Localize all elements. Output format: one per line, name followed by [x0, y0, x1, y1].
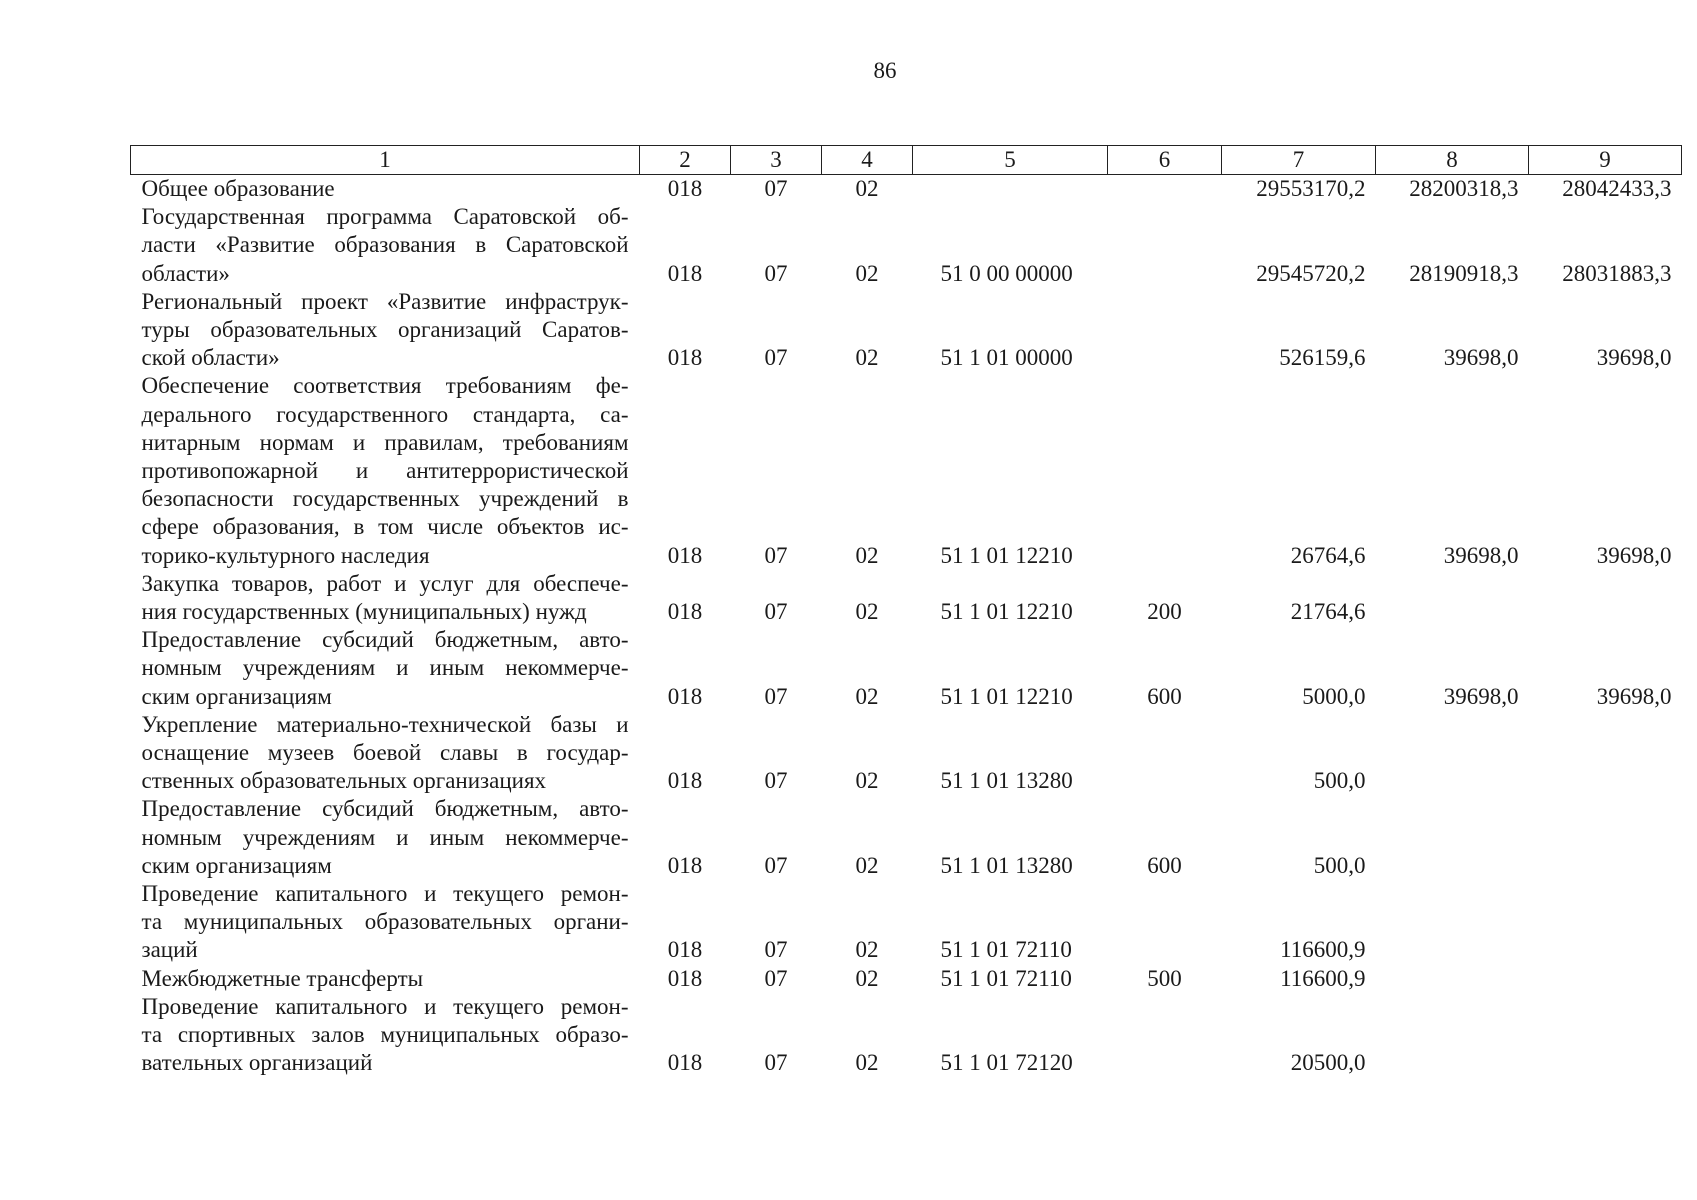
table-row [131, 993, 1682, 1078]
section-cell: 07 [764, 768, 788, 794]
section-cell: 07 [764, 176, 788, 201]
row-name-cell [131, 175, 640, 204]
ved-cell: 018 [667, 599, 703, 625]
subsection-cell: 02 [855, 260, 879, 286]
row-name-line: туры образовательных организаций Саратов- [141, 317, 629, 343]
row-name-line: сфере образования, в том числе объектов ис- [141, 514, 629, 540]
table-row [131, 711, 1682, 796]
subsection-cell: 02 [855, 852, 879, 878]
amount-cell: 28190918,3 [1409, 260, 1519, 286]
table-header-row [131, 146, 1682, 175]
amount-cell: 39698,0 [1443, 345, 1519, 371]
amount-cell: 21764,6 [1290, 599, 1366, 625]
section-cell: 07 [764, 260, 788, 286]
amount-cell: 39698,0 [1443, 542, 1519, 568]
table-row [131, 626, 1682, 711]
amount-cell: 500,0 [1313, 768, 1366, 794]
subsection-cell: 02 [855, 599, 879, 625]
target-article-cell: 51 1 01 12210 [940, 599, 1073, 625]
amount-cell [1529, 993, 1682, 1078]
row-name-line: противопожарной и антитеррористической [141, 458, 629, 484]
row-name-line: области» [141, 260, 230, 286]
amount-cell [1376, 880, 1529, 965]
row-name-line: Региональный проект «Развитие инфраструк- [141, 288, 629, 314]
amount-cell: 39698,0 [1443, 683, 1519, 709]
amount-cell: 526159,6 [1279, 345, 1366, 371]
amount-cell [1529, 965, 1682, 993]
row-name-line: Предоставление субсидий бюджетным, авто- [141, 627, 629, 653]
expense-type-cell: 500 [1147, 965, 1182, 991]
column-header: 7 [1222, 146, 1376, 175]
ved-cell: 018 [667, 937, 703, 963]
row-name-line: безопасности государственных учреждений в [141, 486, 629, 512]
target-article-cell: 51 1 01 72120 [940, 1050, 1073, 1076]
row-name-line: Общее образование [141, 176, 335, 201]
amount-cell: 39698,0 [1596, 345, 1672, 371]
subsection-cell: 02 [855, 683, 879, 709]
amount-cell [1376, 570, 1529, 626]
ved-cell: 018 [667, 260, 703, 286]
target-article-cell: 51 1 01 12210 [940, 683, 1073, 709]
column-header: 1 [131, 146, 640, 175]
row-name-line: Обеспечение соответствия требованиям фе- [141, 373, 629, 399]
expense-type-cell: 600 [1147, 852, 1182, 878]
amount-cell [1529, 711, 1682, 796]
amount-cell [1529, 570, 1682, 626]
row-name-cell [131, 626, 640, 711]
target-article-cell: 51 1 01 12210 [940, 542, 1073, 568]
row-name-line: номным учреждениям и иным некоммерче- [141, 655, 629, 681]
expense-type-cell [1108, 288, 1222, 373]
row-name-line: ласти «Развитие образования в Саратовской [141, 232, 629, 258]
section-cell: 07 [764, 1050, 788, 1076]
amount-cell: 29553170,2 [1256, 176, 1366, 201]
row-name-cell [131, 880, 640, 965]
target-article-cell [913, 175, 1108, 204]
ved-cell: 018 [667, 176, 703, 201]
ved-cell: 018 [667, 542, 703, 568]
amount-cell: 500,0 [1313, 852, 1366, 878]
table-row [131, 880, 1682, 965]
section-cell: 07 [764, 542, 788, 568]
row-name-line: Закупка товаров, работ и услуг для обеспече- [141, 570, 629, 596]
column-header: 2 [640, 146, 731, 175]
amount-cell: 28042433,3 [1562, 176, 1672, 201]
ved-cell: 018 [667, 852, 703, 878]
row-name-cell [131, 795, 640, 880]
row-name-line: Предоставление субсидий бюджетным, авто- [141, 796, 629, 822]
row-name-cell [131, 288, 640, 373]
row-name-line: номным учреждениям и иным некоммерче- [141, 824, 629, 850]
column-header: 9 [1529, 146, 1682, 175]
expense-type-cell: 200 [1147, 599, 1182, 625]
row-name-line: Проведение капитального и текущего ремон- [141, 993, 629, 1019]
target-article-cell: 51 1 01 72110 [940, 965, 1072, 991]
target-article-cell: 51 1 01 72110 [940, 937, 1072, 963]
column-header: 8 [1376, 146, 1529, 175]
amount-cell: 28031883,3 [1562, 260, 1672, 286]
expense-type-cell [1108, 203, 1222, 288]
amount-cell [1529, 795, 1682, 880]
subsection-cell: 02 [855, 768, 879, 794]
row-name-line: Проведение капитального и текущего ремон- [141, 881, 629, 907]
section-cell: 07 [764, 599, 788, 625]
target-article-cell: 51 1 01 00000 [940, 345, 1073, 371]
subsection-cell: 02 [855, 542, 879, 568]
row-name-cell [131, 570, 640, 626]
expense-type-cell [1108, 993, 1222, 1078]
section-cell: 07 [764, 683, 788, 709]
row-name-cell [131, 711, 640, 796]
row-name-cell [131, 965, 640, 993]
target-article-cell: 51 1 01 13280 [940, 768, 1073, 794]
ved-cell: 018 [667, 1050, 703, 1076]
ved-cell: 018 [667, 683, 703, 709]
amount-cell: 5000,0 [1302, 683, 1366, 709]
table-row [131, 203, 1682, 288]
row-name-line: ственных образовательных организациях [141, 768, 547, 794]
subsection-cell: 02 [855, 965, 879, 991]
row-name-cell [131, 372, 640, 569]
table-row [131, 372, 1682, 569]
column-header: 5 [913, 146, 1108, 175]
amount-cell: 26764,6 [1290, 542, 1366, 568]
row-name-line: Межбюджетные трансферты [141, 965, 424, 991]
row-name-line: нитарным нормам и правилам, требованиям [141, 429, 629, 455]
column-header: 3 [731, 146, 822, 175]
section-cell: 07 [764, 852, 788, 878]
row-name-line: та спортивных залов муниципальных образо- [141, 1022, 629, 1048]
row-name-line: торико-культурного наследия [141, 542, 430, 568]
expense-type-cell: 600 [1147, 683, 1182, 709]
row-name-cell [131, 203, 640, 288]
row-name-line: ским организациям [141, 683, 332, 709]
ved-cell: 018 [667, 345, 703, 371]
amount-cell [1376, 711, 1529, 796]
target-article-cell: 51 1 01 13280 [940, 852, 1073, 878]
subsection-cell: 02 [855, 345, 879, 371]
row-name-line: оснащение музеев боевой славы в государ- [141, 740, 629, 766]
column-header: 6 [1108, 146, 1222, 175]
amount-cell: 29545720,2 [1256, 260, 1366, 286]
table-row [131, 795, 1682, 880]
amount-cell [1376, 965, 1529, 993]
amount-cell [1376, 795, 1529, 880]
row-name-line: ния государственных (муниципальных) нужд [141, 599, 587, 625]
table-body [131, 175, 1682, 1078]
amount-cell: 116600,9 [1280, 965, 1366, 991]
expense-type-cell [1108, 372, 1222, 569]
amount-cell [1376, 993, 1529, 1078]
section-cell: 07 [764, 965, 788, 991]
amount-cell [1529, 880, 1682, 965]
table-row [131, 570, 1682, 626]
ved-cell: 018 [667, 965, 703, 991]
column-header: 4 [822, 146, 913, 175]
amount-cell: 20500,0 [1290, 1050, 1366, 1076]
table-row [131, 288, 1682, 373]
section-cell: 07 [764, 345, 788, 371]
table-row [131, 175, 1682, 204]
budget-table [130, 145, 1682, 1078]
row-name-line: ским организациям [141, 852, 332, 878]
expense-type-cell [1108, 880, 1222, 965]
expense-type-cell [1108, 711, 1222, 796]
table-row [131, 965, 1682, 993]
page-number: 86 [873, 58, 897, 83]
expense-type-cell [1108, 175, 1222, 204]
amount-cell: 28200318,3 [1409, 176, 1519, 201]
row-name-line: заций [141, 937, 198, 963]
row-name-line: Укрепление материально-технической базы и [141, 711, 629, 737]
row-name-cell [131, 993, 640, 1078]
amount-cell: 116600,9 [1280, 937, 1366, 963]
amount-cell: 39698,0 [1596, 542, 1672, 568]
ved-cell: 018 [667, 768, 703, 794]
row-name-line: Государственная программа Саратовской об- [141, 204, 629, 230]
row-name-line: та муниципальных образовательных органи- [141, 909, 629, 935]
amount-cell: 39698,0 [1596, 683, 1672, 709]
subsection-cell: 02 [855, 1050, 879, 1076]
subsection-cell: 02 [855, 176, 879, 201]
subsection-cell: 02 [855, 937, 879, 963]
section-cell: 07 [764, 937, 788, 963]
row-name-line: ской области» [141, 345, 280, 371]
target-article-cell: 51 0 00 00000 [940, 260, 1073, 286]
row-name-line: дерального государственного стандарта, са- [141, 401, 629, 427]
row-name-line: вательных организаций [141, 1050, 373, 1076]
